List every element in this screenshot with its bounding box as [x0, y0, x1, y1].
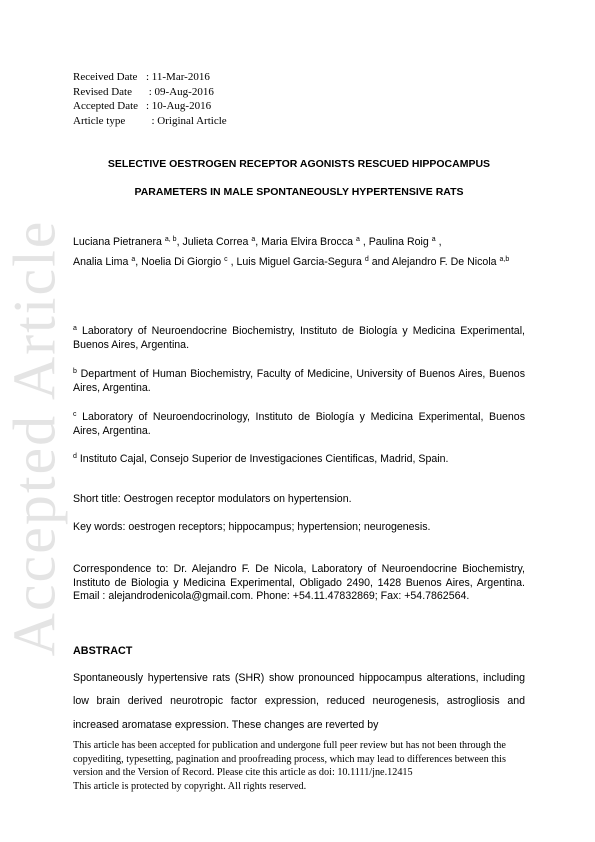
affiliation-c: $^c$ Laboratory of Neuroendocrinology, Instituto de Biología y Medicina Experimental, Buenos Aires, Argentina.: [73, 411, 525, 437]
affiliation-d: $^d$ Instituto Cajal, Consejo Superior de Investigaciones Cientificas, Madrid, Spain.: [73, 453, 449, 465]
short-title: Short title: Oestrogen receptor modulators on hypertension.: [73, 493, 352, 505]
author: Alejandro F. De Nicola $^{a,b}$: [391, 255, 510, 268]
author-list: [73, 233, 525, 272]
keywords: Key words: oestrogen receptors; hippocampus; hypertension; neurogenesis.: [73, 521, 431, 533]
paper-title: [73, 150, 525, 206]
author: Julieta Correa $^a$,: [182, 236, 262, 248]
received-date: Received Date : 11-Mar-2016: [73, 71, 210, 83]
accepted-date: Accepted Date : 10-Aug-2016: [73, 100, 212, 112]
article-dates: [73, 70, 227, 128]
author: Noelia Di Giorgio $^c$ ,: [141, 255, 237, 268]
affiliation-b: $^b$ Department of Human Biochemistry, Faculty of Medicine, University of Buenos Aires, Buenos Aires, Argentina.: [73, 368, 525, 394]
copyright-notice: This article is protected by copyright. All rights reserved.: [73, 780, 307, 792]
author: Luis Miguel Garcia-Segura $^d$ and: [236, 255, 392, 268]
title-line-2: PARAMETERS IN MALE SPONTANEOUSLY HYPERTENSIVE RATS: [134, 186, 464, 198]
publication-notice: [73, 739, 525, 793]
affiliation-a: $^a$ Laboratory of Neuroendocrine Biochemistry, Instituto de Biología y Medicina Experimental, Buenos Aires, Argentina.: [73, 325, 525, 351]
correspondence: Correspondence to: Dr. Alejandro F. De Nicola, Laboratory of Neuroendocrine Biochemistry, Instituto de Biologia y Medicina Experimental, Obligado 2490, 1428 Buenos Aires, Argentina. Email : alejandrodenicola@gmail.com. Phone: +54.11.47832869; Fax: +54.7862564.: [73, 563, 525, 602]
accepted-notice: This article has been accepted for publication and undergone full peer review but has not been through the copyediting, typesetting, pagination and proofreading process, which may lead to differences between this version and the Version of Record. Please cite this article as doi: 10.1111/jne.12415: [73, 740, 506, 779]
author: Maria Elvira Brocca $^a$ ,: [261, 236, 369, 248]
revised-date: Revised Date : 09-Aug-2016: [73, 85, 214, 98]
title-line-1: SELECTIVE OESTROGEN RECEPTOR AGONISTS RESCUED HIPPOCAMPUS: [107, 158, 491, 170]
abstract-heading: ABSTRACT: [73, 645, 133, 657]
article-type: Article type : Original Article: [73, 114, 227, 127]
abstract-text: Spontaneously hypertensive rats (SHR) show pronounced hippocampus alterations, including low brain derived neurotropic factor expression, reduced neurogenesis, astrogliosis and increased aromatase expression. These changes are reverted by: [73, 672, 525, 731]
accepted-article-watermark: Accepted Article: [1, 219, 68, 657]
author: Paulina Roig $^a$ ,: [368, 236, 442, 248]
author: Luciana Pietranera $^{a, b}$,: [73, 236, 183, 248]
author: Analia Lima $^a$,: [73, 255, 142, 268]
